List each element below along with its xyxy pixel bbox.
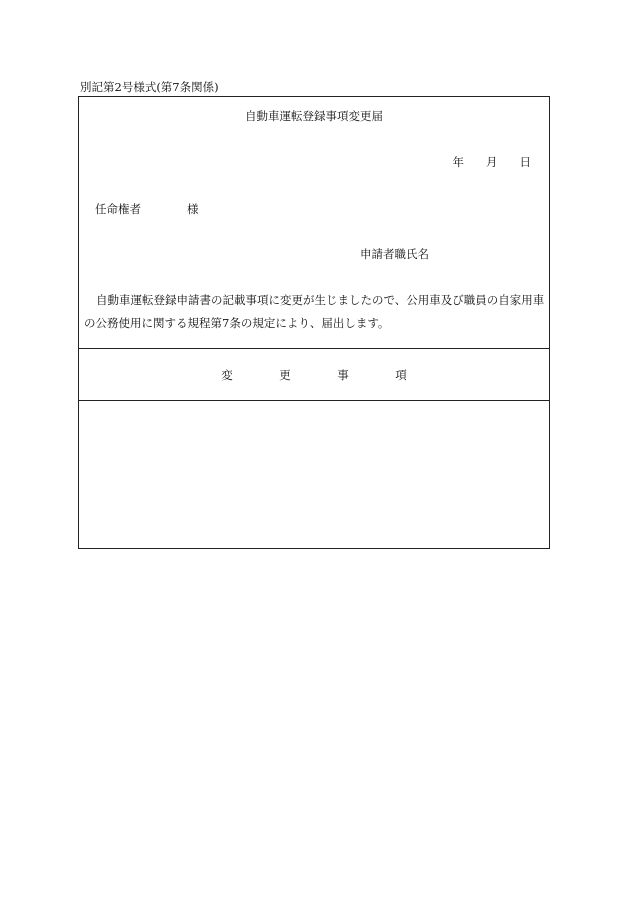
change-items-body [79,401,549,548]
statement-text: 自動車運転登録申請書の記載事項に変更が生じましたので、公用車及び職員の自家用車の公務使用に関する規程第7条の規定により、届出します。 [84,293,545,330]
addressee-line [95,202,199,216]
change-items-heading [79,368,549,382]
month-label: 月 [486,155,498,169]
form-number-label: 別記第2号様式(第7条関係) [80,80,219,94]
heading-char-4: 項 [395,368,407,382]
addressee-name: 任命権者 [95,202,141,216]
day-label: 日 [519,155,531,169]
form-title: 自動車運転登録事項変更届 [245,109,383,123]
addressee-honorific: 様 [187,202,199,216]
date-line [453,155,532,169]
applicant-label: 申請者職氏名 [360,247,429,261]
heading-char-3: 事 [337,368,349,382]
heading-char-1: 変 [221,368,233,382]
change-notification-form [78,96,550,549]
change-items-header [79,349,549,401]
notification-section [79,97,549,349]
year-label: 年 [452,155,464,169]
heading-char-2: 更 [279,368,291,382]
